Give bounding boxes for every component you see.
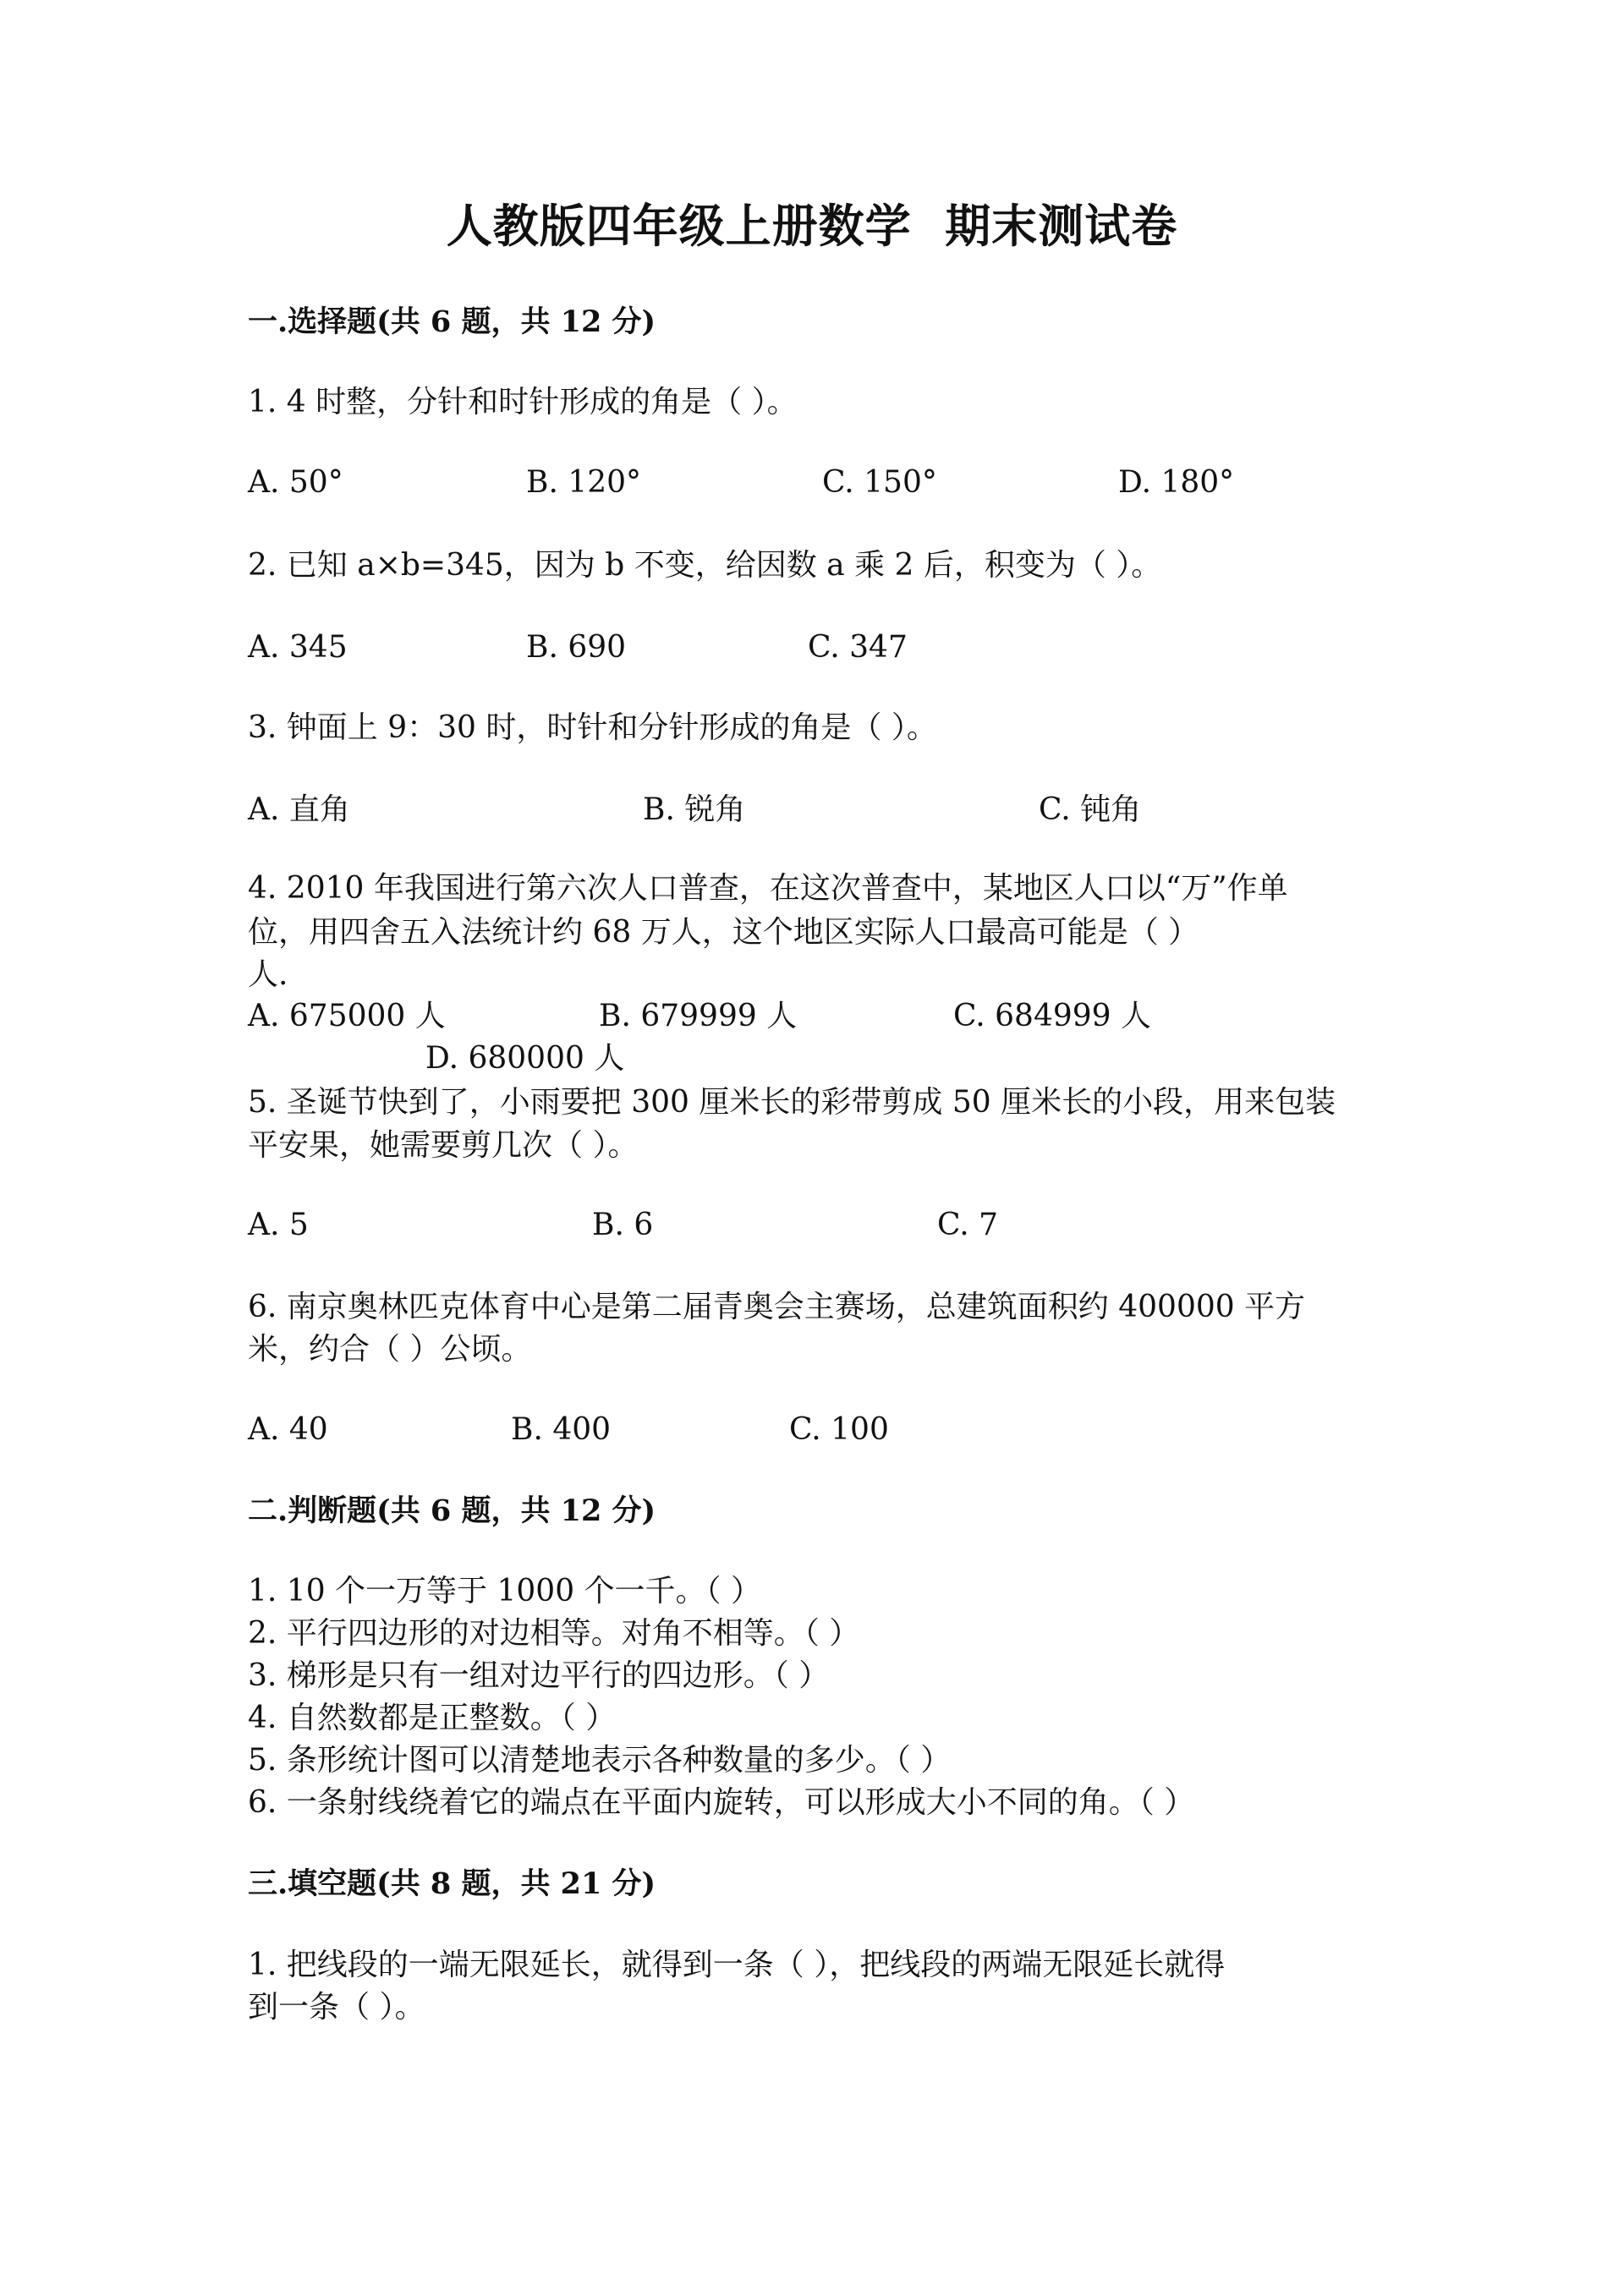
q5-option-a: A. 5 (248, 1208, 309, 1242)
question-6-line-2: 米，约合（ ）公顷。 (248, 1332, 532, 1367)
question-4-line-3: 人. (248, 957, 288, 992)
section-heading-judgement: 二.判断题(共 6 题，共 12 分) (248, 1493, 656, 1528)
judgement-item: 4. 自然数都是正整数。（ ） (248, 1701, 617, 1735)
q2-option-c: C. 347 (808, 630, 908, 665)
fill-question-1-line-2: 到一条（ ）。 (248, 1990, 425, 2025)
question-4-line-2: 位，用四舍五入法统计约 68 万人，这个地区实际人口最高可能是（ ） (248, 915, 1199, 950)
q2-option-b: B. 690 (526, 630, 627, 665)
q5-option-b: B. 6 (592, 1208, 654, 1242)
question-1-text: 1. 4 时整，分针和时针形成的角是（ ）。 (248, 385, 798, 419)
q4-option-d: D. 680000 人 (425, 1041, 625, 1076)
q3-option-b: B. 锐角 (643, 792, 746, 827)
section-heading-fill-blank: 三.填空题(共 8 题，共 21 分) (248, 1866, 656, 1901)
question-4-line-1: 4. 2010 年我国进行第六次人口普查，在这次普查中，某地区人口以“万”作单 (248, 871, 1288, 906)
q6-option-b: B. 400 (511, 1412, 612, 1447)
q4-option-a: A. 675000 人 (248, 999, 446, 1033)
q3-option-c: C. 钝角 (1039, 792, 1142, 827)
question-3-text: 3. 钟面上 9：30 时，时针和分针形成的角是（ ）。 (248, 710, 937, 745)
judgement-item: 2. 平行四边形的对边相等。对角不相等。（ ） (248, 1616, 860, 1651)
q4-option-b: B. 679999 人 (599, 999, 798, 1033)
judgement-item: 1. 10 个一万等于 1000 个一千。（ ） (248, 1574, 761, 1608)
q6-option-c: C. 100 (789, 1412, 889, 1447)
page-title: 人教版四年级上册数学 期末测试卷 (446, 199, 1178, 253)
q2-option-a: A. 345 (248, 630, 348, 665)
judgement-item: 5. 条形统计图可以清楚地表示各种数量的多少。（ ） (248, 1743, 952, 1778)
fill-question-1-line-1: 1. 把线段的一端无限延长，就得到一条（ ），把线段的两端无限延长就得 (248, 1948, 1226, 1982)
q5-option-c: C. 7 (937, 1208, 999, 1242)
q6-option-a: A. 40 (248, 1412, 328, 1447)
judgement-item: 3. 梯形是只有一组对边平行的四边形。（ ） (248, 1658, 830, 1693)
q1-option-c: C. 150° (822, 465, 937, 500)
question-6-line-1: 6. 南京奥林匹克体育中心是第二届青奥会主赛场，总建筑面积约 400000 平方 (248, 1290, 1306, 1324)
question-5-line-1: 5. 圣诞节快到了，小雨要把 300 厘米长的彩带剪成 50 厘米长的小段，用来包装 (248, 1085, 1336, 1120)
q1-option-d: D. 180° (1118, 465, 1235, 500)
q1-option-b: B. 120° (526, 465, 642, 500)
section-heading-choice: 一.选择题(共 6 题，共 12 分) (248, 304, 656, 339)
question-5-line-2: 平安果，她需要剪几次（ ）。 (248, 1128, 639, 1163)
q4-option-c: C. 684999 人 (953, 999, 1152, 1033)
q1-option-a: A. 50° (248, 465, 343, 500)
judgement-item: 6. 一条射线绕着它的端点在平面内旋转，可以形成大小不同的角。（ ） (248, 1785, 1195, 1820)
q3-option-a: A. 直角 (248, 792, 350, 827)
question-2-text: 2. 已知 a×b=345，因为 b 不变，给因数 a 乘 2 后，积变为（ ）。 (248, 548, 1162, 583)
